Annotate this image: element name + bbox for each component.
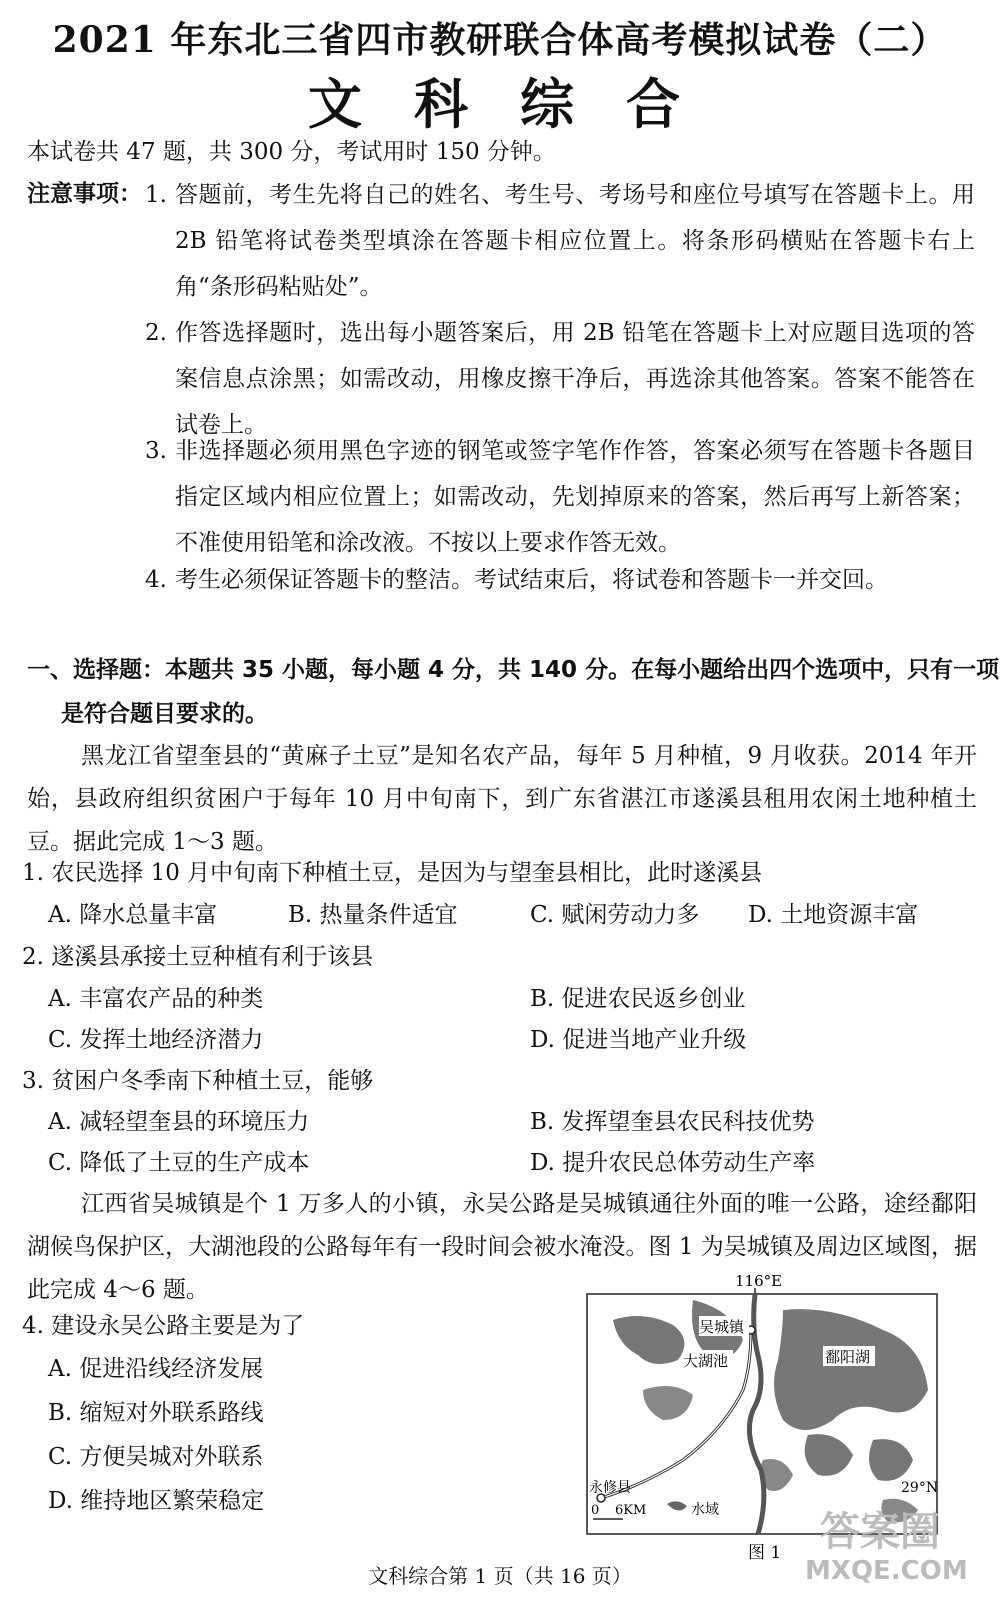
section-heading-line1: 一、选择题：本题共 35 小题，每小题 4 分，共 140 分。在每小题给出四个选项中，只有一项 (27, 657, 1000, 683)
section-heading (27, 648, 1000, 736)
watermark-logo: 答案圈 (820, 1509, 940, 1555)
poyang-lake-label: 鄱阳湖 (825, 1348, 871, 1366)
section-heading-line2: 是符合题目要求的。 (61, 701, 268, 727)
note-number-3: 3. (145, 438, 167, 464)
subject-title: 文科综合 (308, 72, 732, 136)
longitude-label: 116°E (735, 1272, 783, 1290)
q3-option-b: B. 发挥望奎县农民科技优势 (530, 1109, 815, 1135)
note-1 (145, 172, 975, 310)
exam-intro: 本试卷共 47 题，共 300 分，考试用时 150 分钟。 (27, 139, 556, 165)
note-number-4: 4. (145, 567, 167, 593)
page-footer: 文科综合第 1 页（共 16 页） (368, 1564, 632, 1588)
q4-option-c: C. 方便吴城对外联系 (48, 1444, 264, 1470)
question-3-stem: 3. 贫困户冬季南下种植土豆，能够 (22, 1068, 374, 1094)
q1-option-c: C. 赋闲劳动力多 (530, 902, 700, 928)
passage-1: 黑龙江省望奎县的“黄麻子土豆”是知名农产品，每年 5 月种植，9 月收获。2014 年开始，县政府组织贫困户于每年 10 月中旬南下，到广东省湛江市遂溪县租用农闲土地种植土豆。据此完成 1～3 题。 (27, 743, 977, 855)
note-number-2: 2. (145, 320, 167, 346)
q2-option-d: D. 促进当地产业升级 (530, 1027, 747, 1053)
note-number-1: 1. (145, 182, 167, 208)
legend-water-label: 水域 (691, 1502, 719, 1518)
notes-label: 注意事项： (27, 180, 142, 207)
question-2-stem: 2. 遂溪县承接土豆种植有利于该县 (22, 944, 374, 970)
figure-caption: 图 1 (748, 1543, 782, 1562)
q2-option-a: A. 丰富农产品的种类 (48, 986, 264, 1012)
q4-option-a: A. 促进沿线经济发展 (48, 1356, 264, 1382)
q4-option-b: B. 缩短对外联系路线 (48, 1400, 264, 1426)
yongxiu-label: 永修县 (589, 1480, 631, 1496)
q1-option-b: B. 热量条件适宜 (288, 902, 458, 928)
note-text-4: 考生必须保证答题卡的整洁。考试结束后，将试卷和答题卡一并交回。 (175, 567, 888, 593)
note-text-1: 答题前，考生先将自己的姓名、考生号、考场号和座位号填写在答题卡上。用 2B 铅笔将试卷类型填涂在答题卡相应位置上。将条形码横贴在答题卡右上角“条形码粘贴处”。 (175, 182, 975, 300)
question-1-stem: 1. 农民选择 10 月中旬南下种植土豆，是因为与望奎县相比，此时遂溪县 (22, 860, 763, 886)
passage-2: 江西省吴城镇是个 1 万多人的小镇，永吴公路是吴城镇通往外面的唯一公路，途经鄱阳湖候鸟保护区，大湖池段的公路每年有一段时间会被水淹没。图 1 为吴城镇及周边区域图，据此完成 4～6 题。 (27, 1191, 977, 1303)
note-text-2: 作答选择题时，选出每小题答案后，用 2B 铅笔在答题卡上对应题目选项的答案信息点涂黑；如需改动，用橡皮擦干净后，再选涂其他答案。答案不能答在试卷上。 (175, 320, 975, 438)
note-3 (145, 428, 975, 566)
q1-option-d: D. 土地资源丰富 (748, 902, 919, 928)
note-4 (145, 557, 975, 603)
q4-option-d: D. 维持地区繁荣稳定 (48, 1488, 265, 1514)
q2-option-b: B. 促进农民返乡创业 (530, 986, 746, 1012)
scale-zero: 0 (591, 1503, 600, 1518)
wucheng-label: 吴城镇 (699, 1318, 745, 1336)
note-text-3: 非选择题必须用黑色字迹的钢笔或签字笔作作答，答案必须写在答题卡各题目指定区域内相应位置上；如需改动，先划掉原来的答案，然后再写上新答案；不准使用铅笔和涂改液。不按以上要求作答无效。 (175, 438, 975, 556)
q3-option-a: A. 减轻望奎县的环境压力 (48, 1109, 310, 1135)
latitude-label: 29°N (901, 1480, 939, 1496)
watermark-url: MXQE.COM (805, 1556, 968, 1586)
q1-option-a: A. 降水总量丰富 (48, 902, 218, 928)
question-4-stem: 4. 建设永吴公路主要是为了 (22, 1313, 305, 1339)
q3-option-d: D. 提升农民总体劳动生产率 (530, 1150, 816, 1176)
dahuchi-label: 大湖池 (683, 1352, 729, 1370)
q3-option-c: C. 降低了土豆的生产成本 (48, 1150, 310, 1176)
exam-title: 2021 年东北三省四市教研联合体高考模拟试卷（二） (52, 19, 948, 61)
q2-option-c: C. 发挥土地经济潜力 (48, 1027, 264, 1053)
scale-length: 6KM (615, 1503, 647, 1518)
